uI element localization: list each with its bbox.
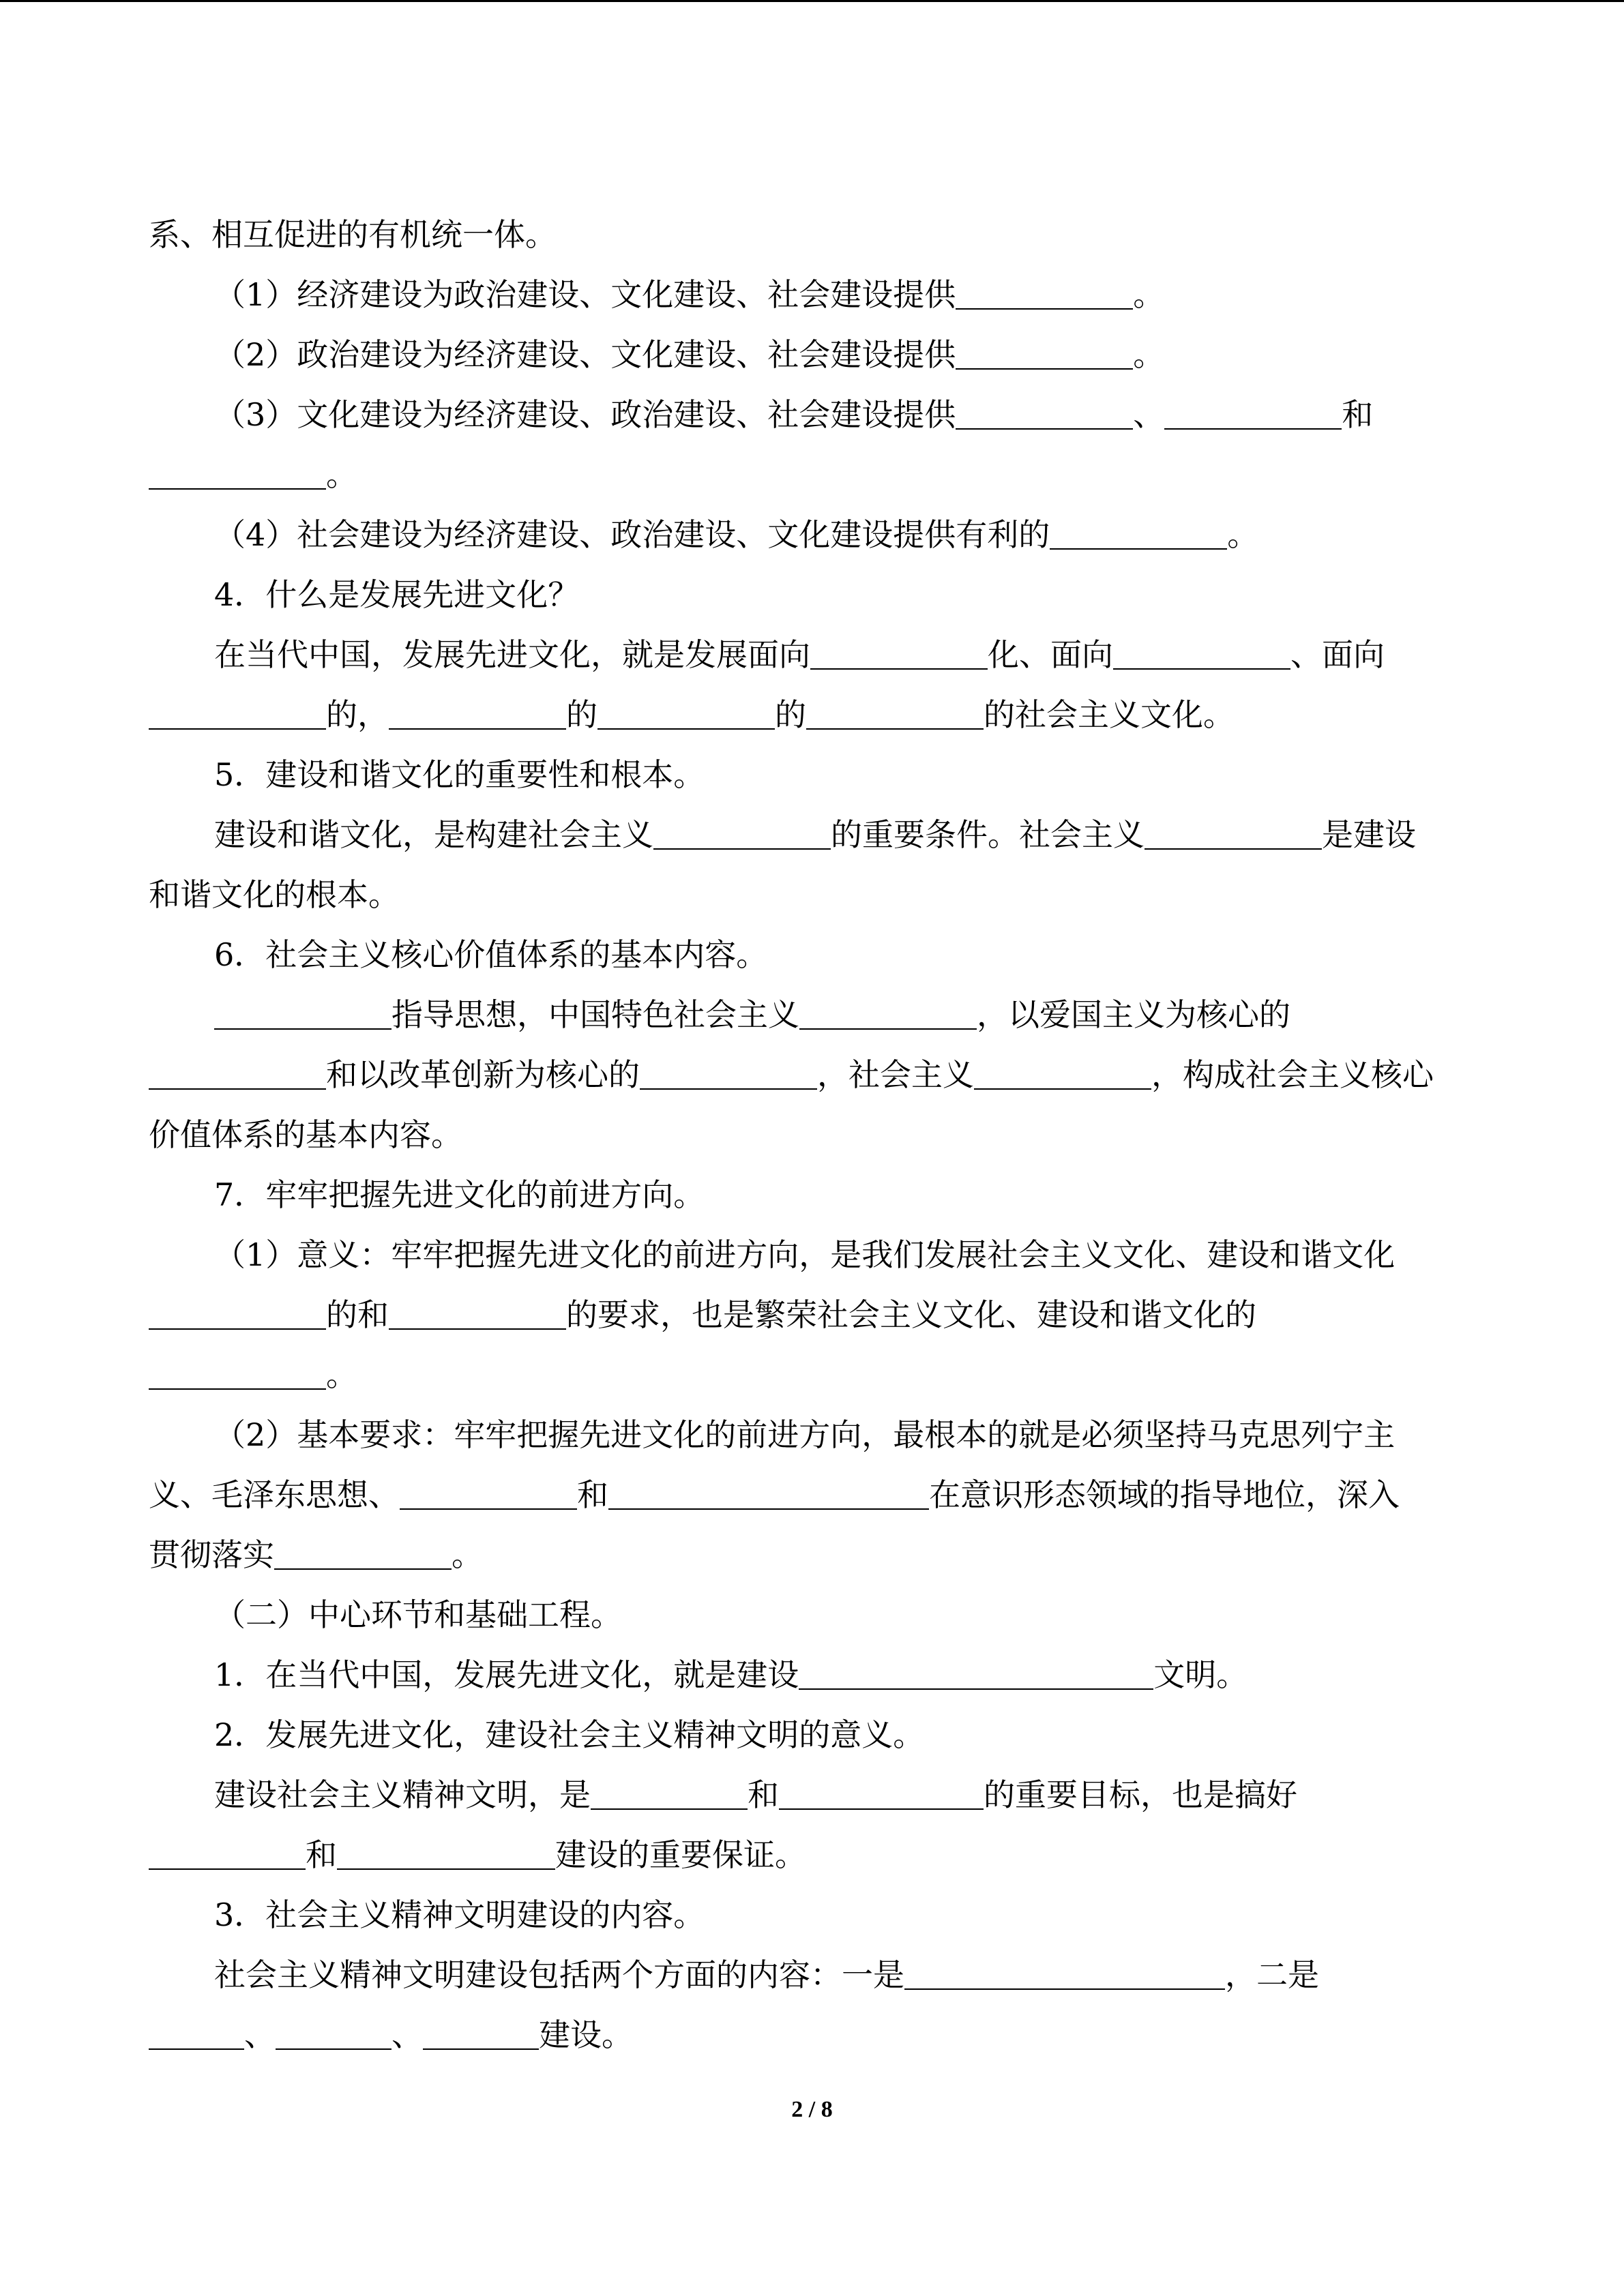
- fill-blank[interactable]: [640, 1050, 817, 1090]
- text-line: （2）政治建设为经济建设、文化建设、社会建设提供 。: [149, 325, 1479, 385]
- fill-blank[interactable]: [389, 1290, 566, 1330]
- question-heading: 1．在当代中国，发展先进文化，就是建设 文明。: [149, 1645, 1479, 1705]
- text-line: 建设和谐文化，是构建社会主义 的重要条件。社会主义 是建设: [149, 805, 1479, 865]
- text-line: 贯彻落实 。: [149, 1525, 1479, 1585]
- text-line: 和谐文化的根本。: [149, 876, 400, 913]
- text-line: （2）基本要求：牢牢把握先进文化的前进方向，最根本的就是必须坚持马克思列宁主: [214, 1416, 1396, 1453]
- fill-blank[interactable]: [597, 690, 775, 730]
- fill-blank[interactable]: [591, 1770, 748, 1810]
- fill-blank[interactable]: [276, 2010, 392, 2050]
- question-heading: 4．什么是发展先进文化？: [214, 576, 580, 613]
- fill-blank[interactable]: [389, 690, 566, 730]
- text-line: （3）文化建设为经济建设、政治建设、社会建设提供 、 和: [149, 385, 1479, 445]
- fill-blank[interactable]: [1113, 630, 1290, 670]
- fill-blank[interactable]: [904, 1950, 1225, 1990]
- text-line: 社会主义精神文明建设包括两个方面的内容：一是 ，二是: [149, 1945, 1479, 2005]
- fill-blank[interactable]: [149, 1050, 326, 1090]
- text-line: （1）意义：牢牢把握先进文化的前进方向，是我们发展社会主义文化、建设和谐文化: [214, 1236, 1396, 1273]
- text-line: 的， 的 的 的社会主义文化。: [149, 685, 1479, 745]
- text-line: 。: [149, 445, 1479, 505]
- question-heading: 7．牢牢把握先进文化的前进方向。: [214, 1176, 705, 1213]
- fill-blank[interactable]: [149, 1830, 306, 1870]
- fill-blank[interactable]: [799, 990, 977, 1030]
- section-heading: （二）中心环节和基础工程。: [214, 1596, 622, 1633]
- fill-blank[interactable]: [149, 1350, 326, 1390]
- fill-blank[interactable]: [400, 1470, 577, 1510]
- text-line: 和 建设的重要保证。: [149, 1825, 1479, 1885]
- question-heading: 3．社会主义精神文明建设的内容。: [214, 1896, 705, 1933]
- text-line: 的和 的要求，也是繁荣社会主义文化、建设和谐文化的: [149, 1285, 1479, 1345]
- fill-blank[interactable]: [149, 690, 326, 730]
- text-line: （4）社会建设为经济建设、政治建设、文化建设提供有利的 。: [149, 505, 1479, 565]
- fill-blank[interactable]: [1145, 810, 1322, 850]
- text-line: 和以改革创新为核心的 ，社会主义 ，构成社会主义核心: [149, 1045, 1479, 1105]
- fill-blank[interactable]: [956, 390, 1133, 430]
- document-body: [149, 205, 1479, 2065]
- fill-blank[interactable]: [214, 990, 392, 1030]
- text-line: 价值体系的基本内容。: [149, 1116, 462, 1153]
- fill-blank[interactable]: [810, 630, 988, 670]
- text-line: 、 、 建设。: [149, 2005, 1479, 2065]
- text-line: （1）经济建设为政治建设、文化建设、社会建设提供 。: [149, 265, 1479, 325]
- fill-blank[interactable]: [149, 2010, 244, 2050]
- page-number: 2 / 8: [791, 2097, 833, 2122]
- text-line: 义、毛泽东思想、 和 在意识形态领域的指导地位，深入: [149, 1465, 1479, 1525]
- fill-blank[interactable]: [149, 450, 326, 490]
- fill-blank[interactable]: [1050, 510, 1227, 550]
- fill-blank[interactable]: [337, 1830, 555, 1870]
- page-top-border: [0, 0, 1624, 2]
- question-heading: 5．建设和谐文化的重要性和根本。: [214, 756, 705, 793]
- question-heading: 2．发展先进文化，建设社会主义精神文明的意义。: [214, 1716, 925, 1753]
- fill-blank[interactable]: [956, 330, 1133, 370]
- fill-blank[interactable]: [653, 810, 831, 850]
- fill-blank[interactable]: [608, 1470, 929, 1510]
- fill-blank[interactable]: [799, 1650, 1153, 1690]
- text-line: 系、相互促进的有机统一体。: [149, 216, 557, 253]
- fill-blank[interactable]: [274, 1530, 452, 1570]
- fill-blank[interactable]: [806, 690, 984, 730]
- fill-blank[interactable]: [149, 1290, 326, 1330]
- text-line: 指导思想，中国特色社会主义 ，以爱国主义为核心的: [149, 985, 1479, 1045]
- text-line: 建设社会主义精神文明，是 和 的重要目标，也是搞好: [149, 1765, 1479, 1825]
- text-line: 。: [149, 1345, 1479, 1405]
- fill-blank[interactable]: [956, 270, 1133, 310]
- fill-blank[interactable]: [423, 2010, 539, 2050]
- question-heading: 6．社会主义核心价值体系的基本内容。: [214, 936, 768, 973]
- fill-blank[interactable]: [779, 1770, 984, 1810]
- fill-blank[interactable]: [1164, 390, 1342, 430]
- text-line: 在当代中国，发展先进文化，就是发展面向 化、面向 、面向: [149, 625, 1479, 685]
- fill-blank[interactable]: [974, 1050, 1151, 1090]
